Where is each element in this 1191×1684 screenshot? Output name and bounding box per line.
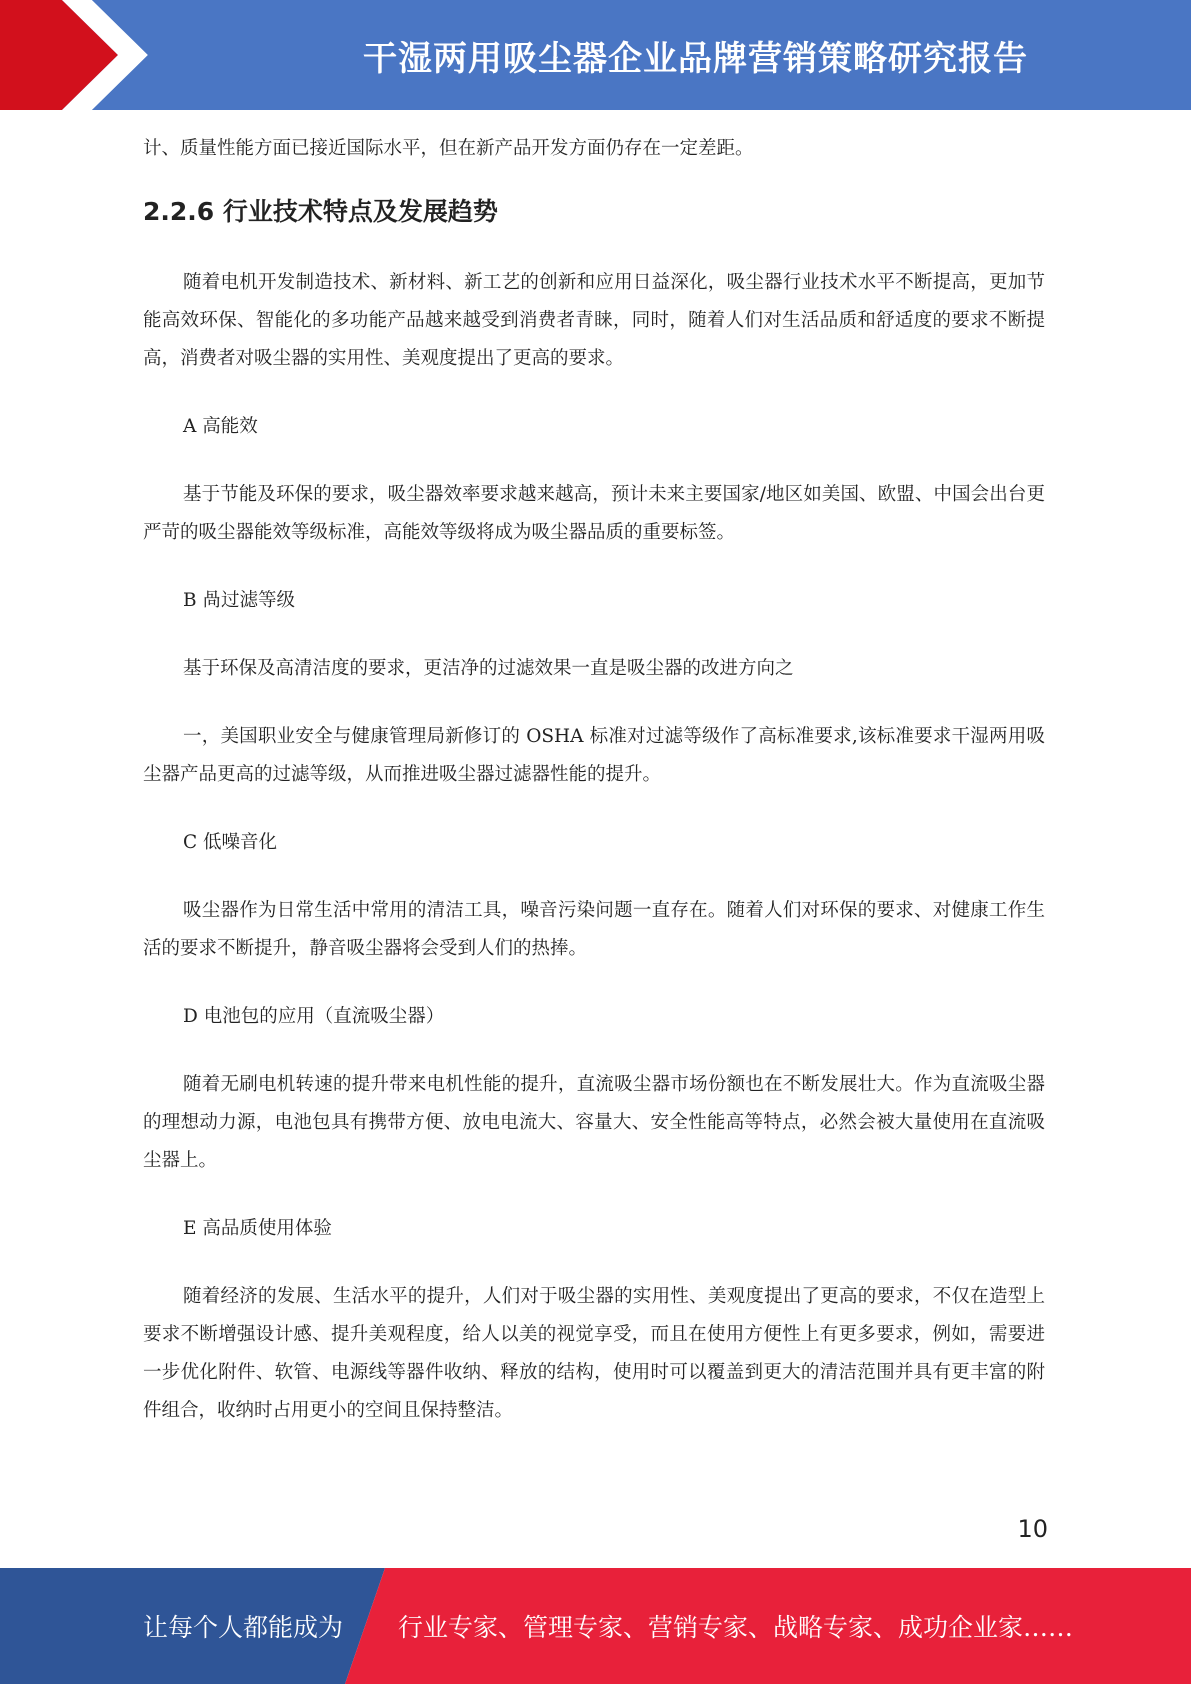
- subhead-a: A 高能效: [183, 416, 258, 437]
- paragraph-d: 随着无刷电机转速的提升带来电机性能的提升，直流吸尘器市场份额也在不断发展壮大。作为直流吸尘器的理想动力源，电池包具有携带方便、放电电流大、容量大、安全性能高等特点，必然会被大量使用在直流吸尘器上。: [143, 1074, 1045, 1171]
- paragraph-b-1: 基于环保及高清洁度的要求，更洁净的过滤效果一直是吸尘器的改进方向之: [183, 658, 794, 679]
- section-title: 2.2.6 行业技术特点及发展趋势: [143, 197, 498, 226]
- paragraph-overview: 随着电机开发制造技术、新材料、新工艺的创新和应用日益深化，吸尘器行业技术水平不断提高，更加节能高效环保、智能化的多功能产品越来越受到消费者青睐，同时，随着人们对生活品质和舒适度的要求不断提高，消费者对吸尘器的实用性、美观度提出了更高的要求。: [143, 272, 1045, 369]
- header-title: 干湿两用吸尘器企业品牌营销策略研究报告: [363, 38, 1028, 79]
- paragraph-e: 随着经济的发展、生活水平的提升，人们对于吸尘器的实用性、美观度提出了更高的要求，不仅在造型上要求不断增强设计感、提升美观程度，给人以美的视觉享受，而且在使用方便性上有更多要求，例如，需要进一步优化附件、软管、电源线等器件收纳、释放的结构，使用时可以覆盖到更大的清洁范围并具有更丰富的附件组合，收纳时占用更小的空间且保持整洁。: [143, 1286, 1045, 1421]
- page-number: 10: [1017, 1515, 1048, 1543]
- footer-slogan-right: 行业专家、管理专家、营销专家、战略专家、成功企业家……: [398, 1613, 1074, 1642]
- page-footer: [0, 1568, 1191, 1684]
- header-arrow-decoration: [0, 0, 160, 110]
- paragraph-b-2: 一，美国职业安全与健康管理局新修订的 OSHA 标准对过滤等级作了高标准要求,该标准要求干湿两用吸尘器产品更高的过滤等级，从而推进吸尘器过滤器性能的提升。: [143, 726, 1045, 785]
- paragraph-a: 基于节能及环保的要求，吸尘器效率要求越来越高，预计未来主要国家/地区如美国、欧盟、中国会出台更严苛的吸尘器能效等级标准，高能效等级将成为吸尘器品质的重要标签。: [143, 484, 1045, 543]
- subhead-d: D 电池包的应用（直流吸尘器）: [183, 1006, 445, 1027]
- page-content: [143, 130, 1045, 1430]
- intro-paragraph: 计、质量性能方面已接近国际水平，但在新产品开发方面仍存在一定差距。: [143, 138, 754, 159]
- subhead-e: E 高品质使用体验: [183, 1218, 332, 1239]
- paragraph-c: 吸尘器作为日常生活中常用的清洁工具，噪音污染问题一直存在。随着人们对环保的要求、对健康工作生活的要求不断提升，静音吸尘器将会受到人们的热捧。: [143, 900, 1045, 959]
- page-header: [0, 0, 1191, 110]
- subhead-c: C 低噪音化: [183, 832, 278, 853]
- subhead-b: B 咼过滤等级: [183, 590, 295, 611]
- footer-slogan-left: 让每个人都能成为: [143, 1613, 344, 1642]
